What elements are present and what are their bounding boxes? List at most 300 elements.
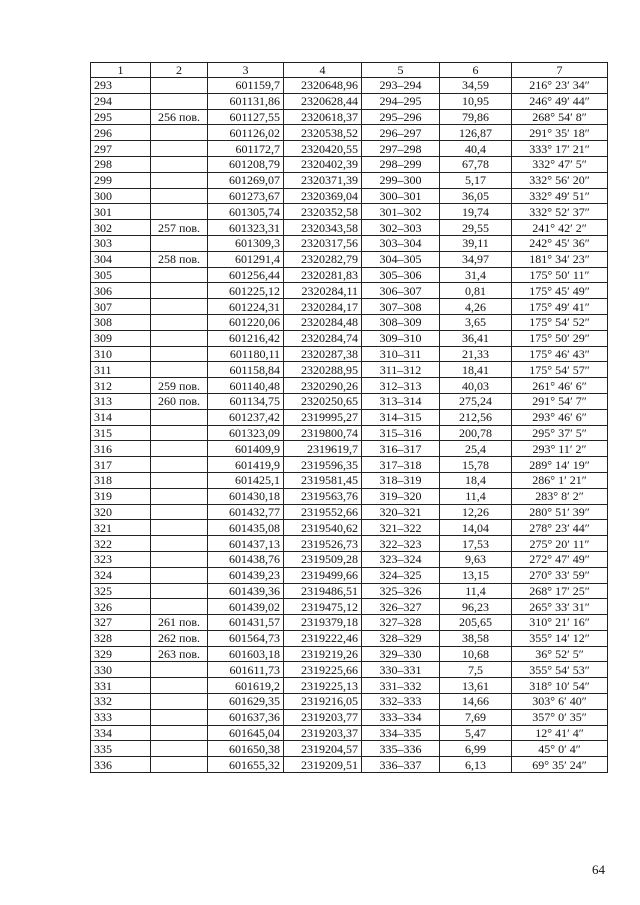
- x-coordinate-cell: 601619,2: [208, 678, 284, 694]
- table-row: [91, 156, 608, 172]
- header-cell: 2: [151, 63, 208, 78]
- x-coordinate-cell: 601140,48: [208, 378, 284, 394]
- y-coordinate-cell: 2319581,45: [284, 472, 362, 488]
- turn-label-cell: 260 пов.: [151, 393, 208, 409]
- bearing-cell: 175° 46′ 43″: [512, 346, 608, 362]
- y-coordinate-cell: 2319499,66: [284, 567, 362, 583]
- point-number-cell: 304: [91, 251, 151, 267]
- y-coordinate-cell: 2319475,12: [284, 599, 362, 615]
- point-number-cell: 302: [91, 220, 151, 236]
- table-row: [91, 93, 608, 109]
- length-cell: 6,99: [440, 741, 512, 757]
- y-coordinate-cell: 2319203,37: [284, 725, 362, 741]
- segment-cell: 307–308: [362, 299, 440, 315]
- point-number-cell: 327: [91, 615, 151, 631]
- bearing-cell: 278° 23′ 44″: [512, 520, 608, 536]
- point-number-cell: 305: [91, 267, 151, 283]
- table-row: [91, 346, 608, 362]
- bearing-cell: 175° 49′ 41″: [512, 299, 608, 315]
- point-number-cell: 315: [91, 425, 151, 441]
- segment-cell: 328–329: [362, 630, 440, 646]
- bearing-cell: 268° 17′ 25″: [512, 583, 608, 599]
- header-cell: 7: [512, 63, 608, 78]
- length-cell: 17,53: [440, 536, 512, 552]
- x-coordinate-cell: 601256,44: [208, 267, 284, 283]
- x-coordinate-cell: 601305,74: [208, 204, 284, 220]
- turn-label-cell: [151, 599, 208, 615]
- x-coordinate-cell: 601439,36: [208, 583, 284, 599]
- length-cell: 67,78: [440, 156, 512, 172]
- point-number-cell: 294: [91, 93, 151, 109]
- bearing-cell: 291° 54′ 7″: [512, 393, 608, 409]
- y-coordinate-cell: 2320284,48: [284, 314, 362, 330]
- y-coordinate-cell: 2319225,13: [284, 678, 362, 694]
- table-row: [91, 741, 608, 757]
- table-row: [91, 457, 608, 473]
- turn-label-cell: 258 пов.: [151, 251, 208, 267]
- x-coordinate-cell: 601323,09: [208, 425, 284, 441]
- turn-label-cell: [151, 488, 208, 504]
- segment-cell: 326–327: [362, 599, 440, 615]
- bearing-cell: 175° 54′ 57″: [512, 362, 608, 378]
- x-coordinate-cell: 601172,7: [208, 141, 284, 157]
- table-row: [91, 393, 608, 409]
- segment-cell: 302–303: [362, 220, 440, 236]
- y-coordinate-cell: 2319379,18: [284, 615, 362, 631]
- bearing-cell: 332° 49′ 51″: [512, 188, 608, 204]
- segment-cell: 305–306: [362, 267, 440, 283]
- turn-label-cell: [151, 362, 208, 378]
- x-coordinate-cell: 601430,18: [208, 488, 284, 504]
- y-coordinate-cell: 2319216,05: [284, 694, 362, 710]
- length-cell: 21,33: [440, 346, 512, 362]
- y-coordinate-cell: 2320288,95: [284, 362, 362, 378]
- turn-label-cell: [151, 299, 208, 315]
- bearing-cell: 332° 52′ 37″: [512, 204, 608, 220]
- table-row: [91, 646, 608, 662]
- turn-label-cell: [151, 314, 208, 330]
- segment-cell: 311–312: [362, 362, 440, 378]
- bearing-cell: 310° 21′ 16″: [512, 615, 608, 631]
- turn-label-cell: 256 пов.: [151, 109, 208, 125]
- segment-cell: 315–316: [362, 425, 440, 441]
- turn-label-cell: [151, 441, 208, 457]
- x-coordinate-cell: 601409,9: [208, 441, 284, 457]
- x-coordinate-cell: 601323,31: [208, 220, 284, 236]
- y-coordinate-cell: 2319486,51: [284, 583, 362, 599]
- turn-label-cell: [151, 662, 208, 678]
- length-cell: 79,86: [440, 109, 512, 125]
- table-row: [91, 725, 608, 741]
- turn-label-cell: [151, 757, 208, 773]
- table-row: [91, 583, 608, 599]
- header-cell: 1: [91, 63, 151, 78]
- header-cell: 5: [362, 63, 440, 78]
- length-cell: 29,55: [440, 220, 512, 236]
- x-coordinate-cell: 601438,76: [208, 551, 284, 567]
- point-number-cell: 310: [91, 346, 151, 362]
- y-coordinate-cell: 2320648,96: [284, 78, 362, 94]
- bearing-cell: 175° 45′ 49″: [512, 283, 608, 299]
- length-cell: 96,23: [440, 599, 512, 615]
- bearing-cell: 293° 46′ 6″: [512, 409, 608, 425]
- table-row: [91, 615, 608, 631]
- x-coordinate-cell: 601225,12: [208, 283, 284, 299]
- turn-label-cell: [151, 583, 208, 599]
- turn-label-cell: [151, 457, 208, 473]
- x-coordinate-cell: 601645,04: [208, 725, 284, 741]
- table-row: [91, 235, 608, 251]
- table-row: [91, 283, 608, 299]
- length-cell: 10,68: [440, 646, 512, 662]
- segment-cell: 335–336: [362, 741, 440, 757]
- y-coordinate-cell: 2320284,17: [284, 299, 362, 315]
- bearing-cell: 355° 14′ 12″: [512, 630, 608, 646]
- bearing-cell: 261° 46′ 6″: [512, 378, 608, 394]
- point-number-cell: 297: [91, 141, 151, 157]
- point-number-cell: 309: [91, 330, 151, 346]
- x-coordinate-cell: 601637,36: [208, 709, 284, 725]
- bearing-cell: 242° 45′ 36″: [512, 235, 608, 251]
- point-number-cell: 316: [91, 441, 151, 457]
- turn-label-cell: 257 пов.: [151, 220, 208, 236]
- y-coordinate-cell: 2320282,79: [284, 251, 362, 267]
- point-number-cell: 325: [91, 583, 151, 599]
- segment-cell: 330–331: [362, 662, 440, 678]
- length-cell: 212,56: [440, 409, 512, 425]
- table-row: [91, 504, 608, 520]
- y-coordinate-cell: 2319204,57: [284, 741, 362, 757]
- table-row: [91, 441, 608, 457]
- segment-cell: 298–299: [362, 156, 440, 172]
- x-coordinate-cell: 601134,75: [208, 393, 284, 409]
- turn-label-cell: [151, 156, 208, 172]
- point-number-cell: 301: [91, 204, 151, 220]
- x-coordinate-cell: 601435,08: [208, 520, 284, 536]
- point-number-cell: 320: [91, 504, 151, 520]
- table-row: [91, 536, 608, 552]
- turn-label-cell: [151, 551, 208, 567]
- segment-cell: 333–334: [362, 709, 440, 725]
- length-cell: 18,4: [440, 472, 512, 488]
- bearing-cell: 303° 6′ 40″: [512, 694, 608, 710]
- segment-cell: 321–322: [362, 520, 440, 536]
- table-row: [91, 472, 608, 488]
- bearing-cell: 45° 0′ 4″: [512, 741, 608, 757]
- point-number-cell: 321: [91, 520, 151, 536]
- y-coordinate-cell: 2319596,35: [284, 457, 362, 473]
- segment-cell: 309–310: [362, 330, 440, 346]
- turn-label-cell: [151, 520, 208, 536]
- y-coordinate-cell: 2319563,76: [284, 488, 362, 504]
- length-cell: 11,4: [440, 583, 512, 599]
- segment-cell: 317–318: [362, 457, 440, 473]
- table-row: [91, 551, 608, 567]
- turn-label-cell: [151, 504, 208, 520]
- point-number-cell: 313: [91, 393, 151, 409]
- length-cell: 14,66: [440, 694, 512, 710]
- bearing-cell: 333° 17′ 21″: [512, 141, 608, 157]
- bearing-cell: 272° 47′ 49″: [512, 551, 608, 567]
- turn-label-cell: [151, 93, 208, 109]
- segment-cell: 310–311: [362, 346, 440, 362]
- bearing-cell: 280° 51′ 39″: [512, 504, 608, 520]
- segment-cell: 329–330: [362, 646, 440, 662]
- y-coordinate-cell: 2319619,7: [284, 441, 362, 457]
- y-coordinate-cell: 2320281,83: [284, 267, 362, 283]
- length-cell: 205,65: [440, 615, 512, 631]
- turn-label-cell: [151, 330, 208, 346]
- segment-cell: 313–314: [362, 393, 440, 409]
- y-coordinate-cell: 2319209,51: [284, 757, 362, 773]
- length-cell: 13,61: [440, 678, 512, 694]
- bearing-cell: 318° 10′ 54″: [512, 678, 608, 694]
- y-coordinate-cell: 2319552,66: [284, 504, 362, 520]
- turn-label-cell: [151, 204, 208, 220]
- length-cell: 40,03: [440, 378, 512, 394]
- turn-label-cell: [151, 409, 208, 425]
- length-cell: 34,97: [440, 251, 512, 267]
- point-number-cell: 329: [91, 646, 151, 662]
- point-number-cell: 312: [91, 378, 151, 394]
- table-row: [91, 125, 608, 141]
- segment-cell: 318–319: [362, 472, 440, 488]
- bearing-cell: 295° 37′ 5″: [512, 425, 608, 441]
- x-coordinate-cell: 601419,9: [208, 457, 284, 473]
- y-coordinate-cell: 2320618,37: [284, 109, 362, 125]
- length-cell: 31,4: [440, 267, 512, 283]
- header-cell: 4: [284, 63, 362, 78]
- length-cell: 5,17: [440, 172, 512, 188]
- table-row: [91, 141, 608, 157]
- y-coordinate-cell: 2320287,38: [284, 346, 362, 362]
- y-coordinate-cell: 2320371,39: [284, 172, 362, 188]
- header-cell: 6: [440, 63, 512, 78]
- table-row: [91, 172, 608, 188]
- point-number-cell: 308: [91, 314, 151, 330]
- point-number-cell: 295: [91, 109, 151, 125]
- x-coordinate-cell: 601126,02: [208, 125, 284, 141]
- x-coordinate-cell: 601220,06: [208, 314, 284, 330]
- x-coordinate-cell: 601291,4: [208, 251, 284, 267]
- table-row: [91, 488, 608, 504]
- y-coordinate-cell: 2319203,77: [284, 709, 362, 725]
- y-coordinate-cell: 2320352,58: [284, 204, 362, 220]
- turn-label-cell: [151, 78, 208, 94]
- length-cell: 18,41: [440, 362, 512, 378]
- segment-cell: 306–307: [362, 283, 440, 299]
- table-row: [91, 694, 608, 710]
- segment-cell: 300–301: [362, 188, 440, 204]
- y-coordinate-cell: 2320317,56: [284, 235, 362, 251]
- segment-cell: 314–315: [362, 409, 440, 425]
- segment-cell: 325–326: [362, 583, 440, 599]
- table-row: [91, 378, 608, 394]
- segment-cell: 323–324: [362, 551, 440, 567]
- point-number-cell: 317: [91, 457, 151, 473]
- length-cell: 4,26: [440, 299, 512, 315]
- bearing-cell: 175° 54′ 52″: [512, 314, 608, 330]
- y-coordinate-cell: 2319219,26: [284, 646, 362, 662]
- length-cell: 15,78: [440, 457, 512, 473]
- segment-cell: 336–337: [362, 757, 440, 773]
- point-number-cell: 331: [91, 678, 151, 694]
- point-number-cell: 334: [91, 725, 151, 741]
- table-row: [91, 251, 608, 267]
- table-row: [91, 678, 608, 694]
- point-number-cell: 323: [91, 551, 151, 567]
- y-coordinate-cell: 2320250,65: [284, 393, 362, 409]
- table-row: [91, 188, 608, 204]
- length-cell: 6,13: [440, 757, 512, 773]
- point-number-cell: 307: [91, 299, 151, 315]
- bearing-cell: 36° 52′ 5″: [512, 646, 608, 662]
- table-row: [91, 330, 608, 346]
- bearing-cell: 12° 41′ 4″: [512, 725, 608, 741]
- x-coordinate-cell: 601432,77: [208, 504, 284, 520]
- bearing-cell: 181° 34′ 23″: [512, 251, 608, 267]
- table-row: [91, 267, 608, 283]
- x-coordinate-cell: 601611,73: [208, 662, 284, 678]
- x-coordinate-cell: 601131,86: [208, 93, 284, 109]
- length-cell: 40,4: [440, 141, 512, 157]
- x-coordinate-cell: 601655,32: [208, 757, 284, 773]
- point-number-cell: 298: [91, 156, 151, 172]
- segment-cell: 296–297: [362, 125, 440, 141]
- length-cell: 12,26: [440, 504, 512, 520]
- segment-cell: 308–309: [362, 314, 440, 330]
- segment-cell: 334–335: [362, 725, 440, 741]
- table-row: [91, 425, 608, 441]
- bearing-cell: 246° 49′ 44″: [512, 93, 608, 109]
- segment-cell: 319–320: [362, 488, 440, 504]
- table-row: [91, 409, 608, 425]
- turn-label-cell: [151, 346, 208, 362]
- length-cell: 126,87: [440, 125, 512, 141]
- x-coordinate-cell: 601309,3: [208, 235, 284, 251]
- y-coordinate-cell: 2319995,27: [284, 409, 362, 425]
- point-number-cell: 335: [91, 741, 151, 757]
- length-cell: 5,47: [440, 725, 512, 741]
- table-row: [91, 78, 608, 94]
- point-number-cell: 332: [91, 694, 151, 710]
- length-cell: 200,78: [440, 425, 512, 441]
- turn-label-cell: [151, 141, 208, 157]
- x-coordinate-cell: 601437,13: [208, 536, 284, 552]
- bearing-cell: 175° 50′ 29″: [512, 330, 608, 346]
- y-coordinate-cell: 2320290,26: [284, 378, 362, 394]
- y-coordinate-cell: 2320284,11: [284, 283, 362, 299]
- length-cell: 36,41: [440, 330, 512, 346]
- x-coordinate-cell: 601180,11: [208, 346, 284, 362]
- bearing-cell: 175° 50′ 11″: [512, 267, 608, 283]
- length-cell: 38,58: [440, 630, 512, 646]
- turn-label-cell: [151, 188, 208, 204]
- point-number-cell: 322: [91, 536, 151, 552]
- turn-label-cell: [151, 283, 208, 299]
- segment-cell: 327–328: [362, 615, 440, 631]
- point-number-cell: 303: [91, 235, 151, 251]
- table-row: [91, 109, 608, 125]
- length-cell: 19,74: [440, 204, 512, 220]
- turn-label-cell: [151, 694, 208, 710]
- length-cell: 3,65: [440, 314, 512, 330]
- table-row: [91, 757, 608, 773]
- turn-label-cell: [151, 567, 208, 583]
- bearing-cell: 357° 0′ 35″: [512, 709, 608, 725]
- bearing-cell: 289° 14′ 19″: [512, 457, 608, 473]
- table-row: [91, 220, 608, 236]
- turn-label-cell: [151, 725, 208, 741]
- point-number-cell: 314: [91, 409, 151, 425]
- x-coordinate-cell: 601273,67: [208, 188, 284, 204]
- y-coordinate-cell: 2320369,04: [284, 188, 362, 204]
- turn-label-cell: [151, 235, 208, 251]
- segment-cell: 303–304: [362, 235, 440, 251]
- table-row: [91, 362, 608, 378]
- point-number-cell: 333: [91, 709, 151, 725]
- segment-cell: 295–296: [362, 109, 440, 125]
- x-coordinate-cell: 601650,38: [208, 741, 284, 757]
- turn-label-cell: [151, 125, 208, 141]
- point-number-cell: 306: [91, 283, 151, 299]
- bearing-cell: 291° 35′ 18″: [512, 125, 608, 141]
- x-coordinate-cell: 601425,1: [208, 472, 284, 488]
- y-coordinate-cell: 2319540,62: [284, 520, 362, 536]
- point-number-cell: 326: [91, 599, 151, 615]
- turn-label-cell: [151, 267, 208, 283]
- turn-label-cell: [151, 741, 208, 757]
- segment-cell: 316–317: [362, 441, 440, 457]
- bearing-cell: 332° 47′ 5″: [512, 156, 608, 172]
- x-coordinate-cell: 601439,02: [208, 599, 284, 615]
- point-number-cell: 300: [91, 188, 151, 204]
- segment-cell: 322–323: [362, 536, 440, 552]
- turn-label-cell: [151, 536, 208, 552]
- table-header-row: [91, 63, 608, 78]
- x-coordinate-cell: 601159,7: [208, 78, 284, 94]
- page-number: 64: [592, 862, 605, 877]
- segment-cell: 331–332: [362, 678, 440, 694]
- length-cell: 25,4: [440, 441, 512, 457]
- y-coordinate-cell: 2320628,44: [284, 93, 362, 109]
- table-row: [91, 630, 608, 646]
- segment-cell: 312–313: [362, 378, 440, 394]
- x-coordinate-cell: 601237,42: [208, 409, 284, 425]
- point-number-cell: 318: [91, 472, 151, 488]
- x-coordinate-cell: 601127,55: [208, 109, 284, 125]
- length-cell: 10,95: [440, 93, 512, 109]
- length-cell: 14,04: [440, 520, 512, 536]
- bearing-cell: 283° 8′ 2″: [512, 488, 608, 504]
- length-cell: 13,15: [440, 567, 512, 583]
- turn-label-cell: 262 пов.: [151, 630, 208, 646]
- turn-label-cell: [151, 172, 208, 188]
- point-number-cell: 319: [91, 488, 151, 504]
- bearing-cell: 332° 56′ 20″: [512, 172, 608, 188]
- y-coordinate-cell: 2320538,52: [284, 125, 362, 141]
- length-cell: 34,59: [440, 78, 512, 94]
- table-row: [91, 314, 608, 330]
- turn-label-cell: [151, 678, 208, 694]
- bearing-cell: 270° 33′ 59″: [512, 567, 608, 583]
- y-coordinate-cell: 2319222,46: [284, 630, 362, 646]
- bearing-cell: 268° 54′ 8″: [512, 109, 608, 125]
- point-number-cell: 299: [91, 172, 151, 188]
- segment-cell: 297–298: [362, 141, 440, 157]
- x-coordinate-cell: 601208,79: [208, 156, 284, 172]
- segment-cell: 301–302: [362, 204, 440, 220]
